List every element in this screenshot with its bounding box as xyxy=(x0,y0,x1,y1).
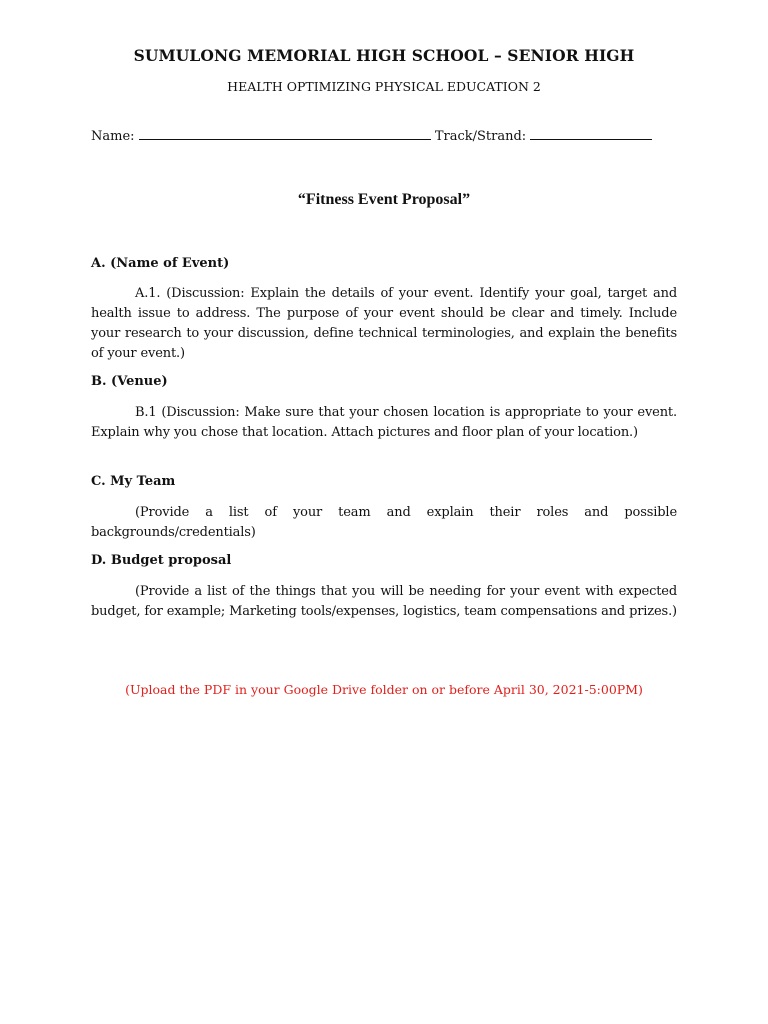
section-d-heading: D. Budget proposal xyxy=(91,553,232,568)
upload-deadline-note: (Upload the PDF in your Google Drive folder on or before April 30, 2021-5:00PM) xyxy=(125,682,643,697)
proposal-title: “Fitness Event Proposal” xyxy=(297,191,471,208)
section-b-body: B.1 (Discussion: Make sure that your chosen location is appropriate to your event. Explain why you chose that location. Attach pictures and floor plan of your location.) xyxy=(91,405,677,440)
track-strand-blank-line xyxy=(530,127,652,140)
section-d-body: (Provide a list of the things that you will be needing for your event with expected budget, for example; Marketing tools/expenses, logistics, team compensations and prizes.) xyxy=(91,584,677,619)
section-c-body: (Provide a list of your team and explain their roles and possible backgrounds/credentials) xyxy=(91,505,677,540)
section-a-body: A.1. (Discussion: Explain the details of your event. Identify your goal, target and health issue to address. The purpose of your event should be clear and timely. Include your research to your discussion, define technical terminologies, and explain the benefits of your event.) xyxy=(91,286,677,361)
section-a-heading: A. (Name of Event) xyxy=(91,256,230,271)
subject-title: HEALTH OPTIMIZING PHYSICAL EDUCATION 2 xyxy=(227,79,541,94)
track-strand-label: Track/Strand: xyxy=(434,129,527,144)
section-b-heading: B. (Venue) xyxy=(91,374,168,389)
name-track-row xyxy=(91,127,652,144)
school-title: SUMULONG MEMORIAL HIGH SCHOOL – SENIOR HIGH xyxy=(133,46,635,65)
section-c-heading: C. My Team xyxy=(91,474,176,489)
name-label: Name: xyxy=(91,129,135,144)
name-blank-line xyxy=(139,127,431,140)
